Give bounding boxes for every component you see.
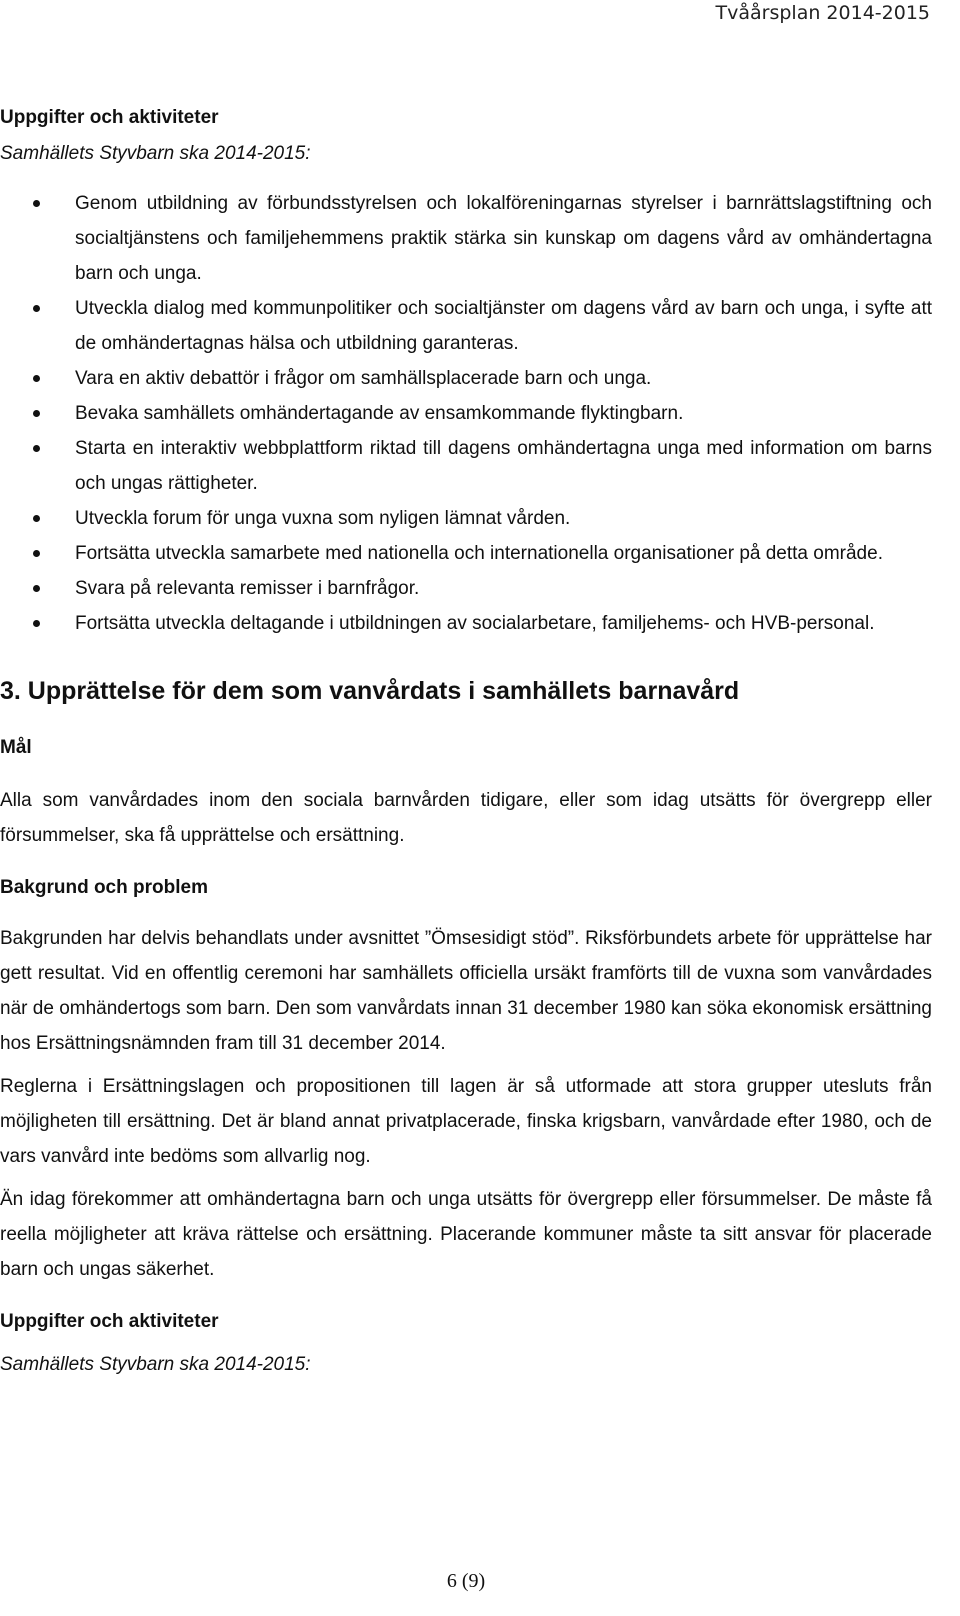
background-paragraph: Bakgrunden har delvis behandlats under avsnittet ”Ömsesidigt stöd”. Riksförbundets arbete för upprättelse har gett resultat. Vid en offentlig ceremoni har samhällets officiella ursäkt framförts till de vuxna som vanvårdades när de omhändertogs som barn. Den som vanvårdats innan 31 december 1980 kan söka ekonomisk ersättning hos Ersättningsnämnden fram till 31 december 2014. <box>0 928 932 1054</box>
list-item: Starta en interaktiv webbplattform riktad till dagens omhändertagna unga med information om barns och ungas rättigheter. <box>0 431 932 501</box>
tasks-heading: Uppgifter och aktiviteter <box>0 1311 219 1332</box>
list-item: Bevaka samhällets omhändertagande av ensamkommande flyktingbarn. <box>0 396 932 431</box>
page-header-title: Tvåårsplan 2014-2015 <box>715 2 930 24</box>
tasks-subtitle: Samhällets Styvbarn ska 2014-2015: <box>0 143 311 164</box>
tasks-subtitle: Samhällets Styvbarn ska 2014-2015: <box>0 1354 311 1375</box>
list-item: Utveckla dialog med kommunpolitiker och socialtjänster om dagens vård av barn och unga, i syfte att de omhändertagnas hälsa och utbildning garanteras. <box>0 291 932 361</box>
list-item: Fortsätta utveckla samarbete med nationella och internationella organisationer på detta område. <box>0 536 932 571</box>
tasks-bullet-list <box>0 186 932 641</box>
bullet-icon <box>33 585 40 592</box>
list-item: Svara på relevanta remisser i barnfrågor. <box>0 571 932 606</box>
list-item: Utveckla forum för unga vuxna som nyligen lämnat vården. <box>0 501 932 536</box>
list-item: Fortsätta utveckla deltagande i utbildningen av socialarbetare, familjehems- och HVB-personal. <box>0 606 932 641</box>
background-paragraph: Reglerna i Ersättningslagen och propositionen till lagen är så utformade att stora grupper utesluts från möjligheten till ersättning. Det är bland annat privatplacerade, finska krigsbarn, vanvårdade efter 1980, och de vars vanvård inte bedöms som allvarlig nog. <box>0 1076 932 1167</box>
bullet-icon <box>33 620 40 627</box>
page-number: 6 (9) <box>446 1570 486 1592</box>
bullet-icon <box>33 375 40 382</box>
bullet-icon <box>33 515 40 522</box>
list-item: Genom utbildning av förbundsstyrelsen och lokalföreningarnas styrelser i barnrättslagstiftning och socialtjänstens och familjehemmens praktik stärka sin kunskap om dagens vård av omhändertagna barn och unga. <box>0 186 932 291</box>
tasks-heading: Uppgifter och aktiviteter <box>0 107 219 128</box>
bullet-icon <box>33 410 40 417</box>
bullet-icon <box>33 445 40 452</box>
bullet-icon <box>33 550 40 557</box>
bullet-icon <box>33 305 40 312</box>
bullet-icon <box>33 200 40 207</box>
goal-heading: Mål <box>0 737 32 758</box>
section-title: 3. Upprättelse för dem som vanvårdats i samhällets barnavård <box>0 677 740 705</box>
page-content <box>0 106 932 1377</box>
background-heading: Bakgrund och problem <box>0 877 208 898</box>
goal-paragraph: Alla som vanvårdades inom den sociala barnvården tidigare, eller som idag utsätts för övergrepp eller försummelser, ska få upprättelse och ersättning. <box>0 790 932 846</box>
list-item: Vara en aktiv debattör i frågor om samhällsplacerade barn och unga. <box>0 361 932 396</box>
background-paragraph: Än idag förekommer att omhändertagna barn och unga utsätts för övergrepp eller försummelser. De måste få reella möjligheter att kräva rättelse och ersättning. Placerande kommuner måste ta sitt ansvar för placerade barn och ungas säkerhet. <box>0 1189 932 1280</box>
